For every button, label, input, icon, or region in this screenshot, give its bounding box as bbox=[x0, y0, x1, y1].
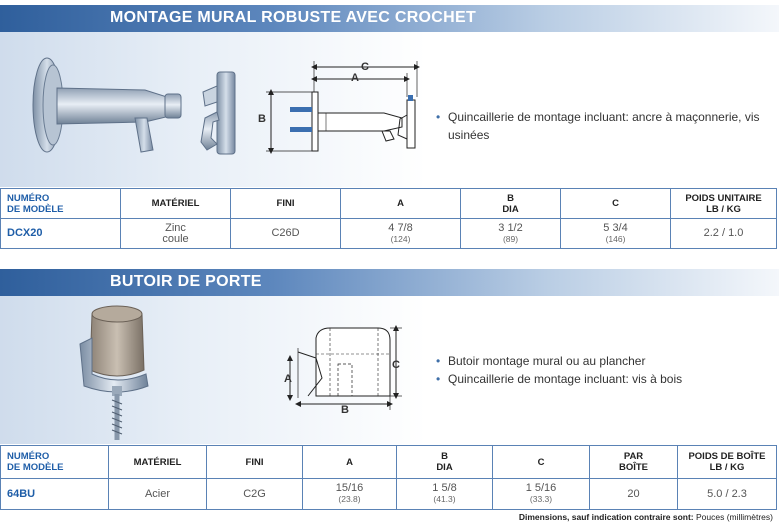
cell-finish: C26D bbox=[231, 219, 341, 249]
s2-dim-label-c: C bbox=[392, 359, 400, 371]
header-material: MATÉRIEL bbox=[121, 189, 231, 219]
table-header-row bbox=[1, 189, 777, 219]
header-finish: FINI bbox=[207, 446, 303, 479]
section2-spec-table bbox=[0, 445, 777, 510]
wall-mount-hook-dimension-drawing bbox=[262, 55, 432, 160]
feature-item: • Quincaillerie de montage incluant: vis à bois bbox=[436, 370, 682, 388]
cell-a: 15/16 (23.8) bbox=[303, 479, 397, 510]
header-material: MATÉRIEL bbox=[109, 446, 207, 479]
table-row bbox=[1, 219, 777, 249]
cell-c: 5 3/4 (146) bbox=[561, 219, 671, 249]
header-per-box: PAR BOÎTE bbox=[590, 446, 678, 479]
section2-banner bbox=[0, 269, 779, 296]
section1-features bbox=[436, 108, 779, 144]
header-b: B DIA bbox=[461, 189, 561, 219]
section1-title: MONTAGE MURAL ROBUSTE AVEC CROCHET bbox=[110, 9, 477, 26]
cell-per-box: 20 bbox=[590, 479, 678, 510]
cell-c: 1 5/16 (33.3) bbox=[493, 479, 590, 510]
cell-a: 4 7/8 (124) bbox=[341, 219, 461, 249]
header-weight: POIDS DE BOÎTE LB / KG bbox=[678, 446, 777, 479]
footnote-units: Pouces (millimètres) bbox=[696, 512, 773, 522]
feature-item: • Butoir montage mural ou au plancher bbox=[436, 352, 682, 370]
door-stop-dimension-drawing bbox=[278, 318, 408, 418]
header-a: A bbox=[303, 446, 397, 479]
header-weight: POIDS UNITAIRE LB / KG bbox=[671, 189, 777, 219]
cell-material: Zinc coule bbox=[121, 219, 231, 249]
header-a: A bbox=[341, 189, 461, 219]
door-stop-photo bbox=[70, 300, 165, 442]
cell-weight: 2.2 / 1.0 bbox=[671, 219, 777, 249]
feature-item: • Quincaillerie de montage incluant: ancre à maçonnerie, vis usinées bbox=[436, 108, 779, 144]
cell-material: Acier bbox=[109, 479, 207, 510]
s2-dim-label-a: A bbox=[284, 373, 292, 385]
cell-weight: 5.0 / 2.3 bbox=[678, 479, 777, 510]
cell-b: 3 1/2 (89) bbox=[461, 219, 561, 249]
header-model: NUMÉRO DE MODÈLE bbox=[1, 446, 109, 479]
wall-mount-hook-photo bbox=[25, 50, 255, 165]
table-header-row bbox=[1, 446, 777, 479]
dimensions-footnote bbox=[519, 512, 773, 522]
s2-dim-label-b: B bbox=[341, 404, 349, 416]
header-model: NUMÉRO DE MODÈLE bbox=[1, 189, 121, 219]
s1-dim-label-c: C bbox=[361, 61, 369, 73]
cell-b: 1 5/8 (41.3) bbox=[397, 479, 493, 510]
cell-model: DCX20 bbox=[1, 219, 121, 249]
s1-dim-label-a: A bbox=[351, 72, 359, 84]
header-c: C bbox=[561, 189, 671, 219]
header-finish: FINI bbox=[231, 189, 341, 219]
s1-dim-label-b: B bbox=[258, 113, 266, 125]
cell-model: 64BU bbox=[1, 479, 109, 510]
section2-features bbox=[436, 352, 682, 388]
table-row bbox=[1, 479, 777, 510]
header-c: C bbox=[493, 446, 590, 479]
section2-title: BUTOIR DE PORTE bbox=[110, 273, 262, 290]
section1-spec-table bbox=[0, 188, 777, 249]
footnote-bold: Dimensions, sauf indication contraire sont: bbox=[518, 512, 694, 522]
header-b: B DIA bbox=[397, 446, 493, 479]
cell-finish: C2G bbox=[207, 479, 303, 510]
section1-banner bbox=[0, 5, 779, 32]
